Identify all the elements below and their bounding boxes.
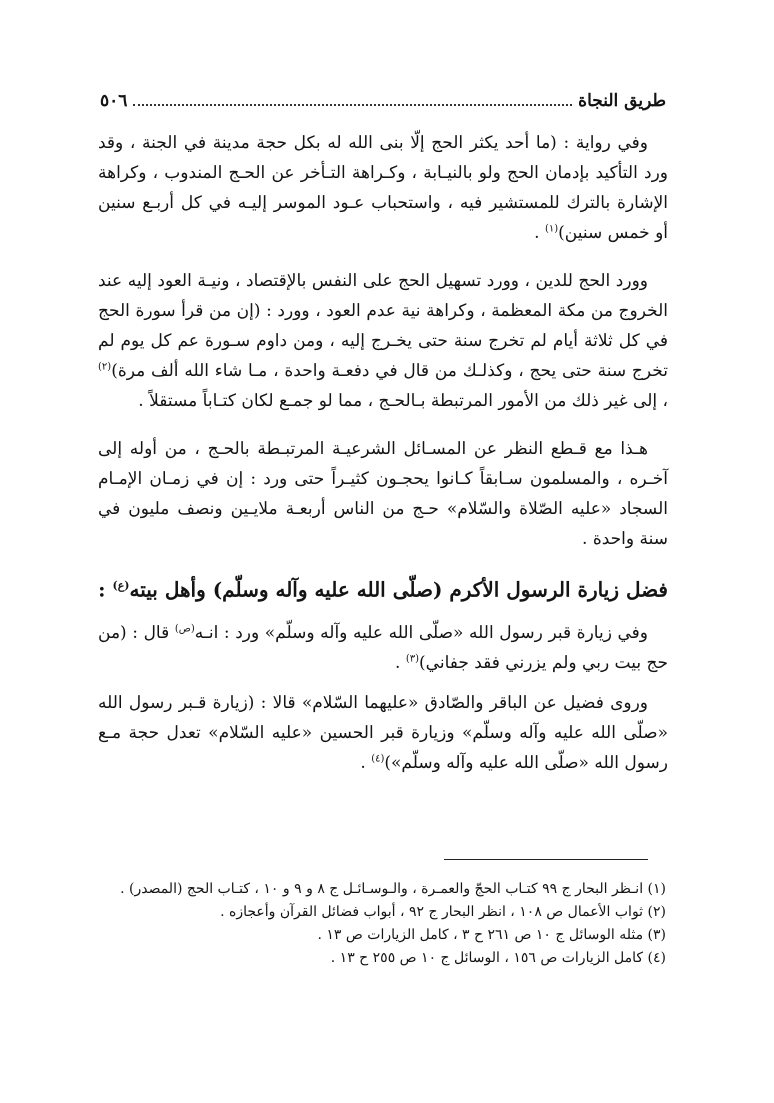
section-heading-tail: :: [98, 577, 113, 602]
footnote-ref: (١): [544, 223, 559, 235]
dotted-leader: [133, 104, 572, 106]
book-title: طريق النجاة: [578, 91, 666, 111]
paragraph-text: وروى فضيل عن الباقر والصّادق «عليهما السّلام» قالا : (زيارة قـبر رسول الله «صلّى الله عليه وآله وسلّم» وزيارة قبر الحسين «عليه السّلام» تعدل حجة مـع رسول الله «صلّى الله عليه وآله وسلّم»): [98, 692, 668, 773]
page-number: ٥٠٦: [100, 91, 128, 111]
section-heading-text: فضل زيارة الرسول الأكرم (صلّى الله عليه وآله وسلّم) وأهل بيته: [129, 577, 668, 602]
footnote: (٢) ثواب الأعمال ص ١٠٨ ، انظر البحار ج ٩٢ ، أبواب فضائل القرآن وأعجازه .: [220, 904, 666, 920]
paragraph-text: هـذا مع قـطع النظر عن المسـائل الشرعيـة المرتبـطة بالحـج ، من أوله إلى آخـره ، والمسلمون سـابقاً كـانوا يحجـون كثيـراً حتى ورد : إن في زمـان الإمـام السجاد «عليه الصّلاة والسّلام» حـج من الناس أربعـة ملايـين ونصف مليون في سنة واحدة .: [98, 439, 668, 549]
footnote-ref: (٣): [405, 653, 420, 664]
paragraph-text: وفي رواية : (ما أحد يكثر الحج إلّا بنى الله له بكل حجة مدينة في الجنة ، وقد ورد التأكيد بإدمان الحج ولو بالنيـابة ، وكـراهة التـأخر عن الحـج المندوب ، وكراهة الإشارة بالترك للمستشير فيه ، واستحباب عـود الموسر إليـه في كل أربـع سنين أو خمس سنين): [98, 133, 668, 243]
footnote-ref: (٤): [371, 753, 385, 764]
paragraph-tail: .: [534, 223, 545, 243]
footnotes: [100, 878, 666, 970]
paragraph-tail: ، إلى غير ذلك من الأمور المرتبطة بـالحـج ، مما لو جمـع لكان كتـاباً مستقلاً .: [138, 391, 668, 411]
footnote: (٤) كامل الزيارات ص ١٥٦ ، الوسائل ج ١٠ ص ٢٥٥ ح ١٣ .: [330, 950, 666, 966]
paragraph-tail: .: [395, 652, 406, 673]
paragraph-text: قال : (من حج بيت ربي ولم يزرني فقد جفاني): [98, 622, 668, 673]
footnote-ref: (٢): [98, 361, 112, 373]
honorific-marker: (ص): [174, 623, 195, 634]
footnote-rule: [444, 859, 648, 860]
paragraph: [98, 128, 668, 248]
footnote: (٣) مثله الوسائل ج ١٠ ص ٢٦١ ح ٣ ، كامل الزيارات ص ١٣ .: [317, 927, 666, 943]
section-heading: [98, 570, 668, 606]
running-header: [100, 86, 666, 116]
paragraph-text: وورد الحج للدين ، وورد تسهيل الحج على النفس بالإقتصاد ، ونيـة العود إليه عند الخروج من مكة المعظمة ، وكراهة نية عدم العود ، وورد : (إن من قرأ سورة الحج في كل ثلاثة أيام لم تخرج سنة حتى يخـرج إليه ، ومن داوم سـورة عم كل يوم لم تخرج سنة حتى يحج ، وكذلـك من قال في دفعـة واحدة ، مـا شاء الله ألف مرة): [98, 271, 668, 381]
honorific-marker: (ع): [112, 579, 130, 592]
paragraph: [98, 618, 668, 678]
paragraph-text: وفي زيارة قبر رسول الله «صلّى الله عليه وآله وسلّم» ورد : انـه: [194, 622, 649, 643]
paragraph-tail: .: [360, 752, 372, 773]
main-text: [98, 128, 668, 778]
footnote: (١) انـظر البحار ج ٩٩ كتـاب الحجّ والعمـرة ، والـوسـائـل ج ٨ و ٩ و ١٠ ، كتـاب الحج (المصدر) .: [120, 881, 666, 897]
paragraph: [98, 266, 668, 416]
paragraph: [98, 688, 668, 778]
paragraph: [98, 434, 668, 554]
